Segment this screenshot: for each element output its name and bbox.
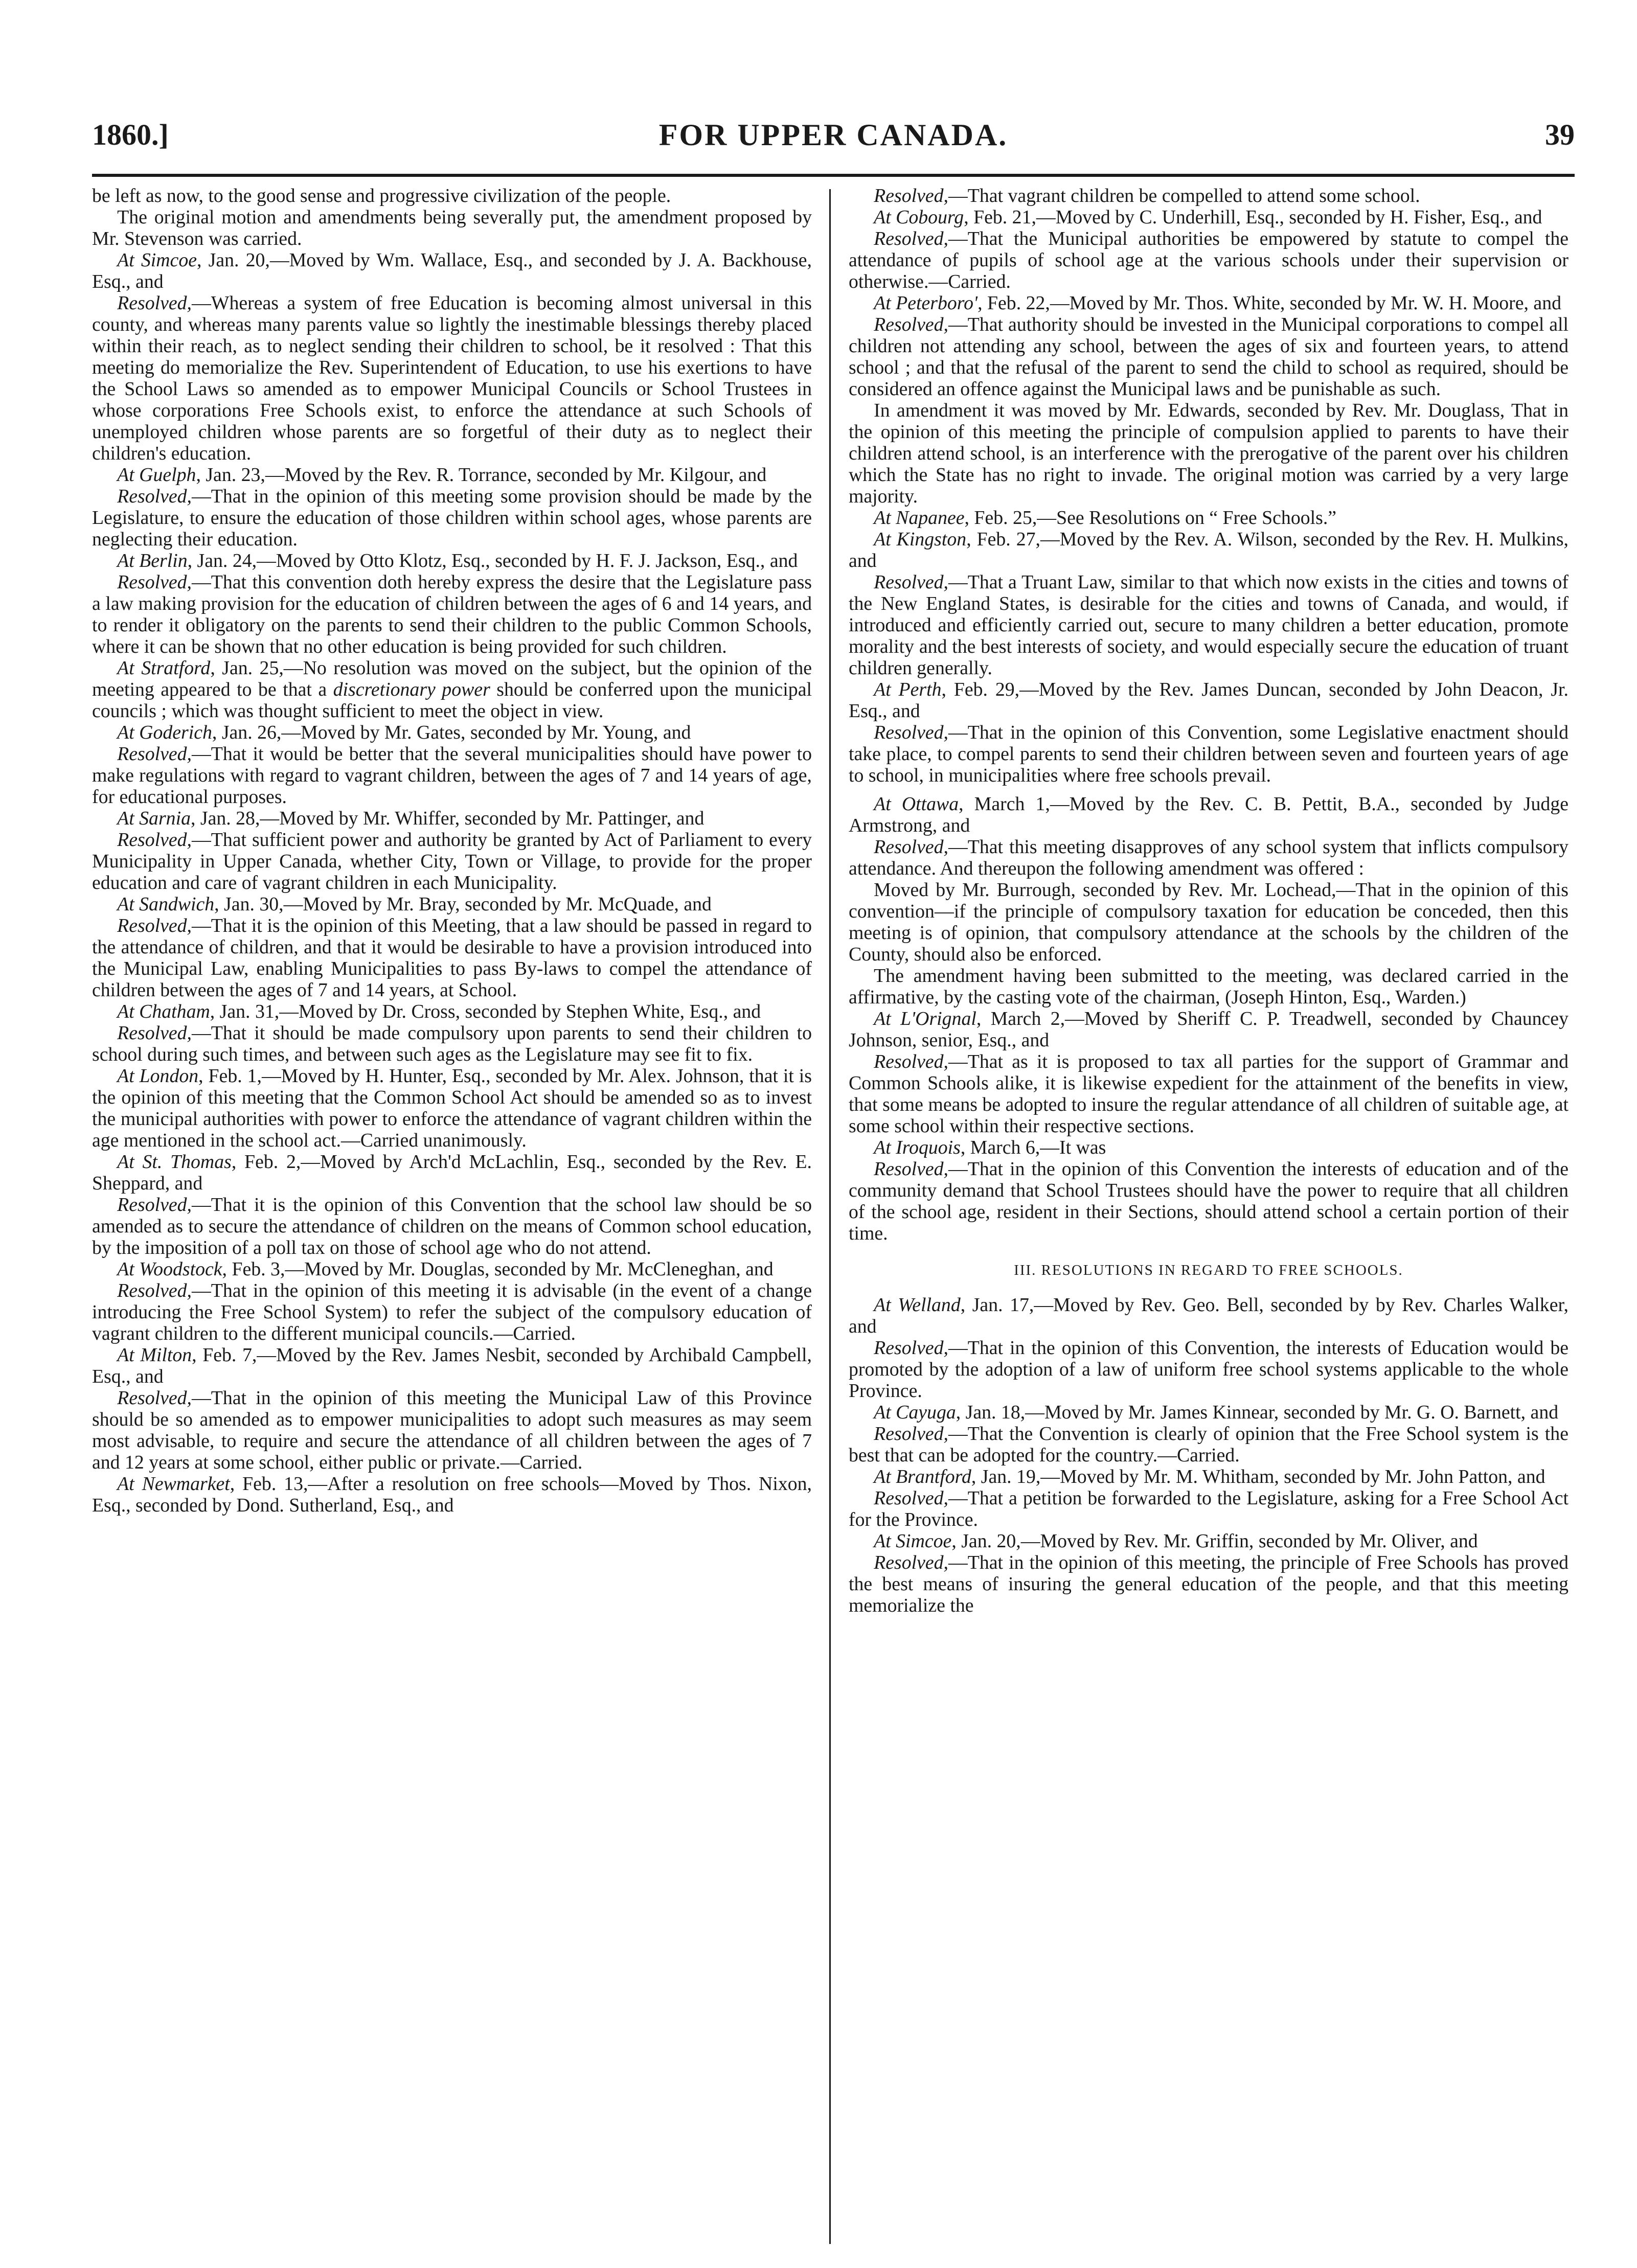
italic-run: At Cayuga [874, 1402, 956, 1423]
text-run: —That as it is proposed to tax all parties for the support of Grammar and Common Schools alike, it is likewise expedient for the attainment of the benefits in view, that some means be adopted to insure the regular attendance of all children of suitable age, at some school within their respective sections. [849, 1051, 1568, 1137]
text-run: , Jan. 26,—Moved by Mr. Gates, seconded by Mr. Young, and [212, 722, 691, 743]
paragraph [92, 292, 812, 464]
paragraph [92, 1258, 812, 1280]
paragraph [849, 879, 1568, 965]
page-number: 39 [1545, 118, 1575, 151]
paragraph [92, 1022, 812, 1065]
text-run: The amendment having been submitted to the meeting, was declared carried in the affirmative, by the casting vote of the chairman, (Joseph Hinton, Esq., Warden.) [849, 965, 1568, 1008]
italic-run: Resolved, [874, 185, 948, 207]
italic-run: At Brantford [874, 1466, 971, 1487]
text-run: , Feb. 21,—Moved by C. Underhill, Esq., seconded by H. Fisher, Esq., and [964, 207, 1542, 228]
paragraph [92, 1387, 812, 1473]
text-run: Moved by Mr. Burrough, seconded by Rev. Mr. Lochead,—That in the opinion of this convention—if the principle of compulsory taxation for education be conceded, then this meeting is of opinion, that compulsory attendance at the schools by the children of the County, should also be enforced. [849, 879, 1568, 965]
italic-run: At Berlin [117, 550, 188, 571]
paragraph [92, 486, 812, 550]
text-run: —That it is the opinion of this Meeting, that a law should be passed in regard to the attendance of children, and that it would be desirable to have a provision introduced into the Municipal Law, enabling Municipalities to pass By-laws to compel the attendance of children between the ages of 7 and 14 years, at School. [92, 915, 812, 1001]
italic-run: At Napanee [874, 507, 965, 529]
text-run: —That in the opinion of this meeting some provision should be made by the Legislature, to ensure the education of those children within school ages, whose parents are neglecting their education. [92, 486, 812, 550]
text-run: , Jan. 31,—Moved by Dr. Cross, seconded by Stephen White, Esq., and [210, 1001, 761, 1022]
text-run: , Jan. 23,—Moved by the Rev. R. Torrance, seconded by Mr. Kilgour, and [196, 464, 767, 486]
header-rule [92, 174, 1575, 177]
text-run: , Jan. 28,—Moved by Mr. Whiffer, seconded by Mr. Pattinger, and [190, 808, 704, 829]
italic-run: Resolved, [117, 1387, 192, 1409]
text-run: , Feb. 1,—Moved by H. Hunter, Esq., seconded by Mr. Alex. Johnson, that it is the opinion of this meeting that the Common School Act should be amended so as to invest the municipal authorities with power to enforce the attendance of vagrant children within the age mentioned in the school act.—Carried unanimously. [92, 1065, 812, 1151]
text-run: be left as now, to the good sense and progressive civilization of the people. [92, 185, 671, 207]
italic-run: Resolved, [117, 292, 192, 314]
text-run: —That sufficient power and authority be granted by Act of Parliament to every Municipality in Upper Canada, whether City, Town or Village, to provide for the proper education and care of vagrant children in each Municipality. [92, 829, 812, 894]
paragraph [849, 1402, 1568, 1423]
text-run: , Jan. 20,—Moved by Wm. Wallace, Esq., and seconded by J. A. Backhouse, Esq., and [92, 249, 812, 292]
paragraph [92, 1280, 812, 1344]
italic-run: At Sandwich [117, 894, 215, 915]
italic-run: At Kingston [874, 529, 967, 550]
paragraph [849, 1530, 1568, 1552]
paragraph [849, 1552, 1568, 1616]
paragraph [92, 1194, 812, 1258]
text-run: should be conferred upon the municipal councils ; which was thought sufficient to meet the object in view. [92, 679, 812, 722]
paragraph [849, 1487, 1568, 1530]
italic-run: Resolved, [117, 1022, 192, 1044]
italic-run: At L'Orignal [874, 1008, 976, 1029]
italic-run: At Iroquois [874, 1137, 961, 1158]
text-run: —That it should be made compulsory upon parents to send their children to school during such times, and between such ages as the Legislature may see fit to fix. [92, 1022, 812, 1065]
italic-run: At Guelph [117, 464, 196, 486]
paragraph [849, 1137, 1568, 1158]
italic-run: At Perth [874, 679, 942, 700]
text-run: —That authority should be invested in the Municipal corporations to compel all children not attending any school, between the ages of six and fourteen years, to attend school ; and that the refusal of the parent to send the child to school as required, should be considered an offence against the Municipal laws and be punishable as such. [849, 314, 1568, 400]
paragraph [849, 228, 1568, 292]
italic-run: Resolved, [874, 836, 948, 858]
paragraph [92, 207, 812, 249]
paragraph [849, 722, 1568, 786]
paragraph [92, 185, 812, 207]
text-run: , Feb. 13,—After a resolution on free schools—Moved by Thos. Nixon, Esq., seconded by Dond. Sutherland, Esq., and [92, 1473, 812, 1516]
paragraph [92, 915, 812, 1001]
paragraph [849, 793, 1568, 836]
paragraph [92, 464, 812, 486]
paragraph [849, 1008, 1568, 1051]
paragraph [92, 829, 812, 894]
text-run: —That vagrant children be compelled to attend some school. [948, 185, 1420, 207]
text-run: —That this convention doth hereby express the desire that the Legislature pass a law making provision for the education of children between the ages of 6 and 14 years, and to render it obligatory on the parents to send their children to the public Common Schools, where it can be shown that no other education is being provided for such children. [92, 571, 812, 657]
text-run: —That the Convention is clearly of opinion that the Free School system is the best that can be adopted for the country.—Carried. [849, 1423, 1568, 1466]
paragraph [849, 965, 1568, 1008]
text-run: , March 6,—It was [960, 1137, 1106, 1158]
text-run: , Feb. 2,—Moved by Arch'd McLachlin, Esq., seconded by the Rev. E. Sheppard, and [92, 1151, 812, 1194]
text-run: —That a Truant Law, similar to that which now exists in the cities and towns of the New England States, is desirable for the cities and towns of Canada, and would, if introduced and efficiently carried out, secure to many children a better education, promote morality and the best interests of society, and would especially secure the education of truant children generally. [849, 571, 1568, 679]
italic-run: At Goderich [117, 722, 212, 743]
text-run: The original motion and amendments being severally put, the amendment proposed by Mr. Stevenson was carried. [92, 207, 812, 249]
left-column [92, 185, 812, 2219]
text-run: , Jan. 25,—No resolution was moved on the subject, but the opinion of the meeting appeared to be that a [92, 657, 812, 700]
italic-run: Resolved, [874, 314, 948, 335]
paragraph [849, 314, 1568, 400]
paragraph [849, 1466, 1568, 1487]
text-run: , Feb. 27,—Moved by the Rev. A. Wilson, seconded by the Rev. H. Mulkins, and [849, 529, 1568, 571]
text-run: , March 1,—Moved by the Rev. C. B. Pettit, B.A., seconded by Judge Armstrong, and [849, 793, 1568, 836]
paragraph [849, 1158, 1568, 1244]
paragraph [92, 249, 812, 292]
paragraph [849, 679, 1568, 722]
paragraph [849, 292, 1568, 314]
text-run: , Feb. 3,—Moved by Mr. Douglas, seconded by Mr. McCleneghan, and [222, 1258, 774, 1280]
paragraph [849, 1051, 1568, 1137]
paragraph [92, 1344, 812, 1387]
page-header [92, 107, 1575, 164]
text-run: —That this meeting disapproves of any school system that inflicts compulsory attendance. And thereupon the following amendment was offered : [849, 836, 1568, 879]
italic-run: Resolved, [874, 1487, 948, 1509]
text-run: —That in the opinion of this Convention, the interests of Education would be promoted by the adoption of a law of uniform free school systems applicable to the whole Province. [849, 1337, 1568, 1402]
paragraph [92, 743, 812, 808]
italic-run: At London [117, 1065, 199, 1087]
text-run: , Jan. 20,—Moved by Rev. Mr. Griffin, seconded by Mr. Oliver, and [951, 1530, 1478, 1552]
paragraph [849, 571, 1568, 679]
italic-run: At Ottawa [874, 793, 959, 815]
italic-run: Resolved, [117, 743, 192, 765]
right-column [849, 185, 1568, 2219]
italic-run: Resolved, [874, 571, 948, 593]
paragraph [92, 550, 812, 571]
paragraph [849, 529, 1568, 571]
paragraph [849, 1294, 1568, 1337]
text-run: —That it would be better that the several municipalities should have power to make regulations with regard to vagrant children, between the ages of 7 and 14 years of age, for educational purposes. [92, 743, 812, 808]
paragraph [92, 1151, 812, 1194]
italic-run: At Milton [117, 1344, 192, 1366]
running-head-year: 1860.] [92, 118, 169, 151]
italic-run: Resolved, [874, 1051, 948, 1072]
italic-run: Resolved, [117, 1280, 192, 1301]
italic-run: Resolved, [874, 722, 948, 743]
paragraph [849, 207, 1568, 228]
paragraph [849, 836, 1568, 879]
italic-run: Resolved, [874, 1337, 948, 1359]
italic-run: At Simcoe [874, 1530, 952, 1552]
italic-run: Resolved, [117, 486, 192, 507]
italic-run: Resolved, [117, 1194, 192, 1216]
italic-run: At Stratford [117, 657, 211, 679]
text-run: , Jan. 17,—Moved by Rev. Geo. Bell, seconded by by Rev. Charles Walker, and [849, 1294, 1568, 1337]
text-run: , Feb. 25,—See Resolutions on “ Free Schools.” [964, 507, 1337, 529]
text-run: , Feb. 22,—Moved by Mr. Thos. White, seconded by Mr. W. H. Moore, and [977, 292, 1561, 314]
text-run: , Jan. 19,—Moved by Mr. M. Whitham, seconded by Mr. John Patton, and [971, 1466, 1545, 1487]
text-run: —That it is the opinion of this Convention that the school law should be so amended as to secure the attendance of children on the means of Common school education, by the imposition of a poll tax on those of school age who do not attend. [92, 1194, 812, 1258]
text-run: —That in the opinion of this meeting the Municipal Law of this Province should be so amended as to empower municipalities to adopt such measures as may seem most advisable, to require and secure the attendance of all children between the ages of 7 and 12 years at some school, either public or private.—Carried. [92, 1387, 812, 1473]
text-run: —That in the opinion of this Convention, some Legislative enactment should take place, to compel parents to send their children between seven and fourteen years of age to school, in municipalities where free schools prevail. [849, 722, 1568, 786]
italic-run: At Newmarket [117, 1473, 230, 1495]
paragraph [849, 1423, 1568, 1466]
text-run: , Feb. 7,—Moved by the Rev. James Nesbit, seconded by Archibald Campbell, Esq., and [92, 1344, 812, 1387]
text-run: , Feb. 29,—Moved by the Rev. James Duncan, seconded by John Deacon, Jr. Esq., and [849, 679, 1568, 722]
italic-run: At St. Thomas [117, 1151, 232, 1173]
italic-run: At Welland [874, 1294, 961, 1316]
text-run: —Whereas a system of free Education is becoming almost universal in this county, and whereas many parents value so lightly the inestimable blessings thereby placed within their reach, as to neglect sending their children to school, be it resolved : That this meeting do memorialize the Rev. Superintendent of Education, to use his exertions to have the School Laws so amended as to empower Municipal Councils or School Trustees in whose corporations Free Schools exist, to enforce the attendance at such Schools of unemployed children whose parents are so forgetful of their duty as to neglect their children's education. [92, 292, 812, 464]
paragraph [92, 722, 812, 743]
text-run: , Jan. 24,—Moved by Otto Klotz, Esq., seconded by H. F. J. Jackson, Esq., and [187, 550, 798, 571]
italic-run: At Chatham [117, 1001, 210, 1022]
paragraph [849, 185, 1568, 207]
italic-run: Resolved, [874, 228, 948, 249]
text-run: , March 2,—Moved by Sheriff C. P. Treadwell, seconded by Chauncey Johnson, senior, Esq., and [849, 1008, 1568, 1051]
paragraph [849, 507, 1568, 529]
italic-run: At Peterboro' [874, 292, 978, 314]
column-divider [829, 189, 831, 2244]
paragraph [849, 400, 1568, 507]
text-run: , Jan. 30,—Moved by Mr. Bray, seconded by Mr. McQuade, and [214, 894, 712, 915]
italic-run: At Sarnia [117, 808, 191, 829]
italic-run: Resolved, [874, 1423, 948, 1445]
paragraph [92, 571, 812, 657]
text-run: III. RESOLUTIONS IN REGARD TO FREE SCHOOLS. [1014, 1262, 1403, 1278]
paragraph [92, 1065, 812, 1151]
running-head-title: FOR UPPER CANADA. [658, 118, 1008, 152]
italic-run: Resolved, [874, 1552, 948, 1573]
text-run: —That a petition be forwarded to the Legislature, asking for a Free School Act for the Province. [849, 1487, 1568, 1530]
paragraph [92, 1001, 812, 1022]
italic-run: Resolved, [117, 571, 192, 593]
italic-run: Resolved, [874, 1158, 948, 1180]
paragraph [92, 808, 812, 829]
text-run: —That in the opinion of this Convention the interests of education and of the community demand that School Trustees should have the power to require that all children of the school age, resident in their Sections, should attend school a certain portion of their time. [849, 1158, 1568, 1244]
italic-run: At Cobourg [874, 207, 964, 228]
paragraph [92, 1473, 812, 1516]
italic-run: At Simcoe [117, 249, 197, 271]
italic-run: Resolved, [117, 915, 192, 936]
italic-run: At Woodstock [117, 1258, 222, 1280]
text-run: —That in the opinion of this meeting, the principle of Free Schools has proved the best means of insuring the general education of the people, and that this meeting memorialize the [849, 1552, 1568, 1616]
paragraph [849, 1337, 1568, 1402]
paragraph [92, 894, 812, 915]
text-run: —That the Municipal authorities be empowered by statute to compel the attendance of pupils of school age at the various schools under their supervision or otherwise.—Carried. [849, 228, 1568, 292]
italic-run: Resolved, [117, 829, 192, 851]
section-heading [849, 1259, 1568, 1281]
paragraph [92, 657, 812, 722]
text-run: —That in the opinion of this meeting it is advisable (in the event of a change introducing the Free School System) to refer the subject of the compulsory education of vagrant children to the different municipal councils.—Carried. [92, 1280, 812, 1344]
text-run: , Jan. 18,—Moved by Mr. James Kinnear, seconded by Mr. G. O. Barnett, and [956, 1402, 1559, 1423]
italic-run: discretionary power [333, 679, 490, 700]
text-run: In amendment it was moved by Mr. Edwards, seconded by Rev. Mr. Douglass, That in the opinion of this meeting the principle of compulsion applied to parents to have their children attend school, is an interference with the prerogative of the parent over his children which the State has no right to invade. The original motion was carried by a very large majority. [849, 400, 1568, 507]
